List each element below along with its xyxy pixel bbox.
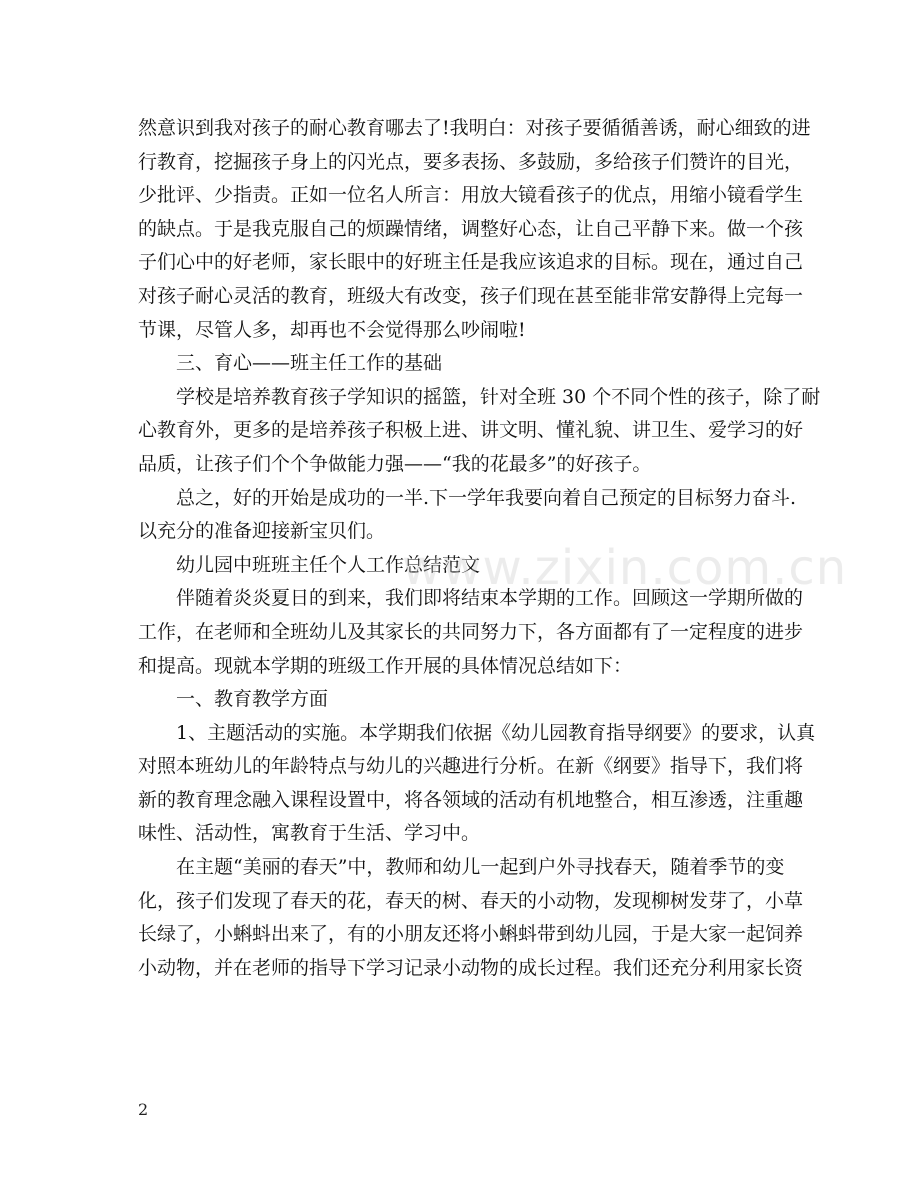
watermark: www.zixin.com.cn [402,540,848,596]
text-line: 少批评、少指责。正如一位名人所言：用放大镜看孩子的优点，用缩小镜看学生 [138,184,804,207]
text-line: 节课，尽管人多，却再也不会觉得那么吵闹啦! [138,318,526,341]
text-line: 总之，好的开始是成功的一半.下一学年我要向着自己预定的目标努力奋斗. [176,486,797,509]
text-line: 化，孩子们发现了春天的花，春天的树、春天的小动物，发现柳树发芽了，小草 [138,889,804,912]
text-line: 工作，在老师和全班幼儿及其家长的共同努力下，各方面都有了一定程度的进步 [138,620,804,643]
paragraph [138,482,797,549]
paragraph [138,851,804,985]
text-line: 对孩子耐心灵活的教育，班级大有改变，孩子们现在甚至能非常安静得上完每一 [138,284,804,307]
paragraph [138,582,804,683]
section-heading [138,347,786,381]
text-line: 的缺点。于是我克服自己的烦躁情绪，调整好心态，让自己平静下来。做一个孩 [138,217,804,240]
text-line: 味性、活动性，寓教育于生活、学习中。 [138,822,481,845]
text-line: 对照本班幼儿的年龄特点与幼儿的兴趣进行分析。在新《纲要》指导下，我们将 [138,755,804,778]
text-line: 三、育心——班主任工作的基础 [176,352,443,375]
text-line: 子们心中的好老师，家长眼中的好班主任是我应该追求的目标。现在，通过自己 [138,251,804,274]
paragraph-continuation [138,112,811,347]
text-line: 和提高。现就本学期的班级工作开展的具体情况总结如下： [138,654,633,677]
document-body [138,112,821,985]
text-line: 学校是培养教育孩子学知识的摇篮，针对全班 30 个不同个性的孩子，除了耐 [176,385,821,408]
text-line: 品质，让孩子们个个争做能力强——“我的花最多”的好孩子。 [138,452,652,475]
text-line: 在主题“美丽的春天”中，教师和幼儿一起到户外寻找春天，随着季节的变 [176,856,785,879]
text-line: 长绿了，小蝌蚪出来了，有的小朋友还将小蝌蚪带到幼儿园，于是大家一起饲养 [138,923,804,946]
text-line: 行教育，挖掘孩子身上的闪光点，要多表扬、多鼓励，多给孩子们赞许的目光， [138,150,804,173]
text-line: 心教育外，更多的是培养孩子积极上进、讲文明、懂礼貌、讲卫生、爱学习的好 [138,419,804,442]
text-line: 1、主题活动的实施。本学期我们依据《幼儿园教育指导纲要》的要求，认真 [176,721,816,744]
document-title [138,549,786,583]
section-heading [138,683,786,717]
page-number: 2 [138,1100,149,1119]
text-line: 然意识到我对孩子的耐心教育哪去了!我明白：对孩子要循循善诱，耐心细致的进 [138,117,811,139]
text-line: 小动物，并在老师的指导下学习记录小动物的成长过程。我们还充分利用家长资 [138,956,804,979]
text-line: 以充分的准备迎接新宝贝们。 [138,520,386,543]
paragraph [138,381,821,482]
text-line: 幼儿园中班班主任个人工作总结范文 [176,553,481,576]
paragraph [138,717,816,851]
text-line: 伴随着炎炎夏日的到来，我们即将结束本学期的工作。回顾这一学期所做的 [176,587,804,610]
text-line: 新的教育理念融入课程设置中，将各领域的活动有机地整合，相互渗透，注重趣 [138,788,804,811]
text-line: 一、教育教学方面 [176,688,329,711]
